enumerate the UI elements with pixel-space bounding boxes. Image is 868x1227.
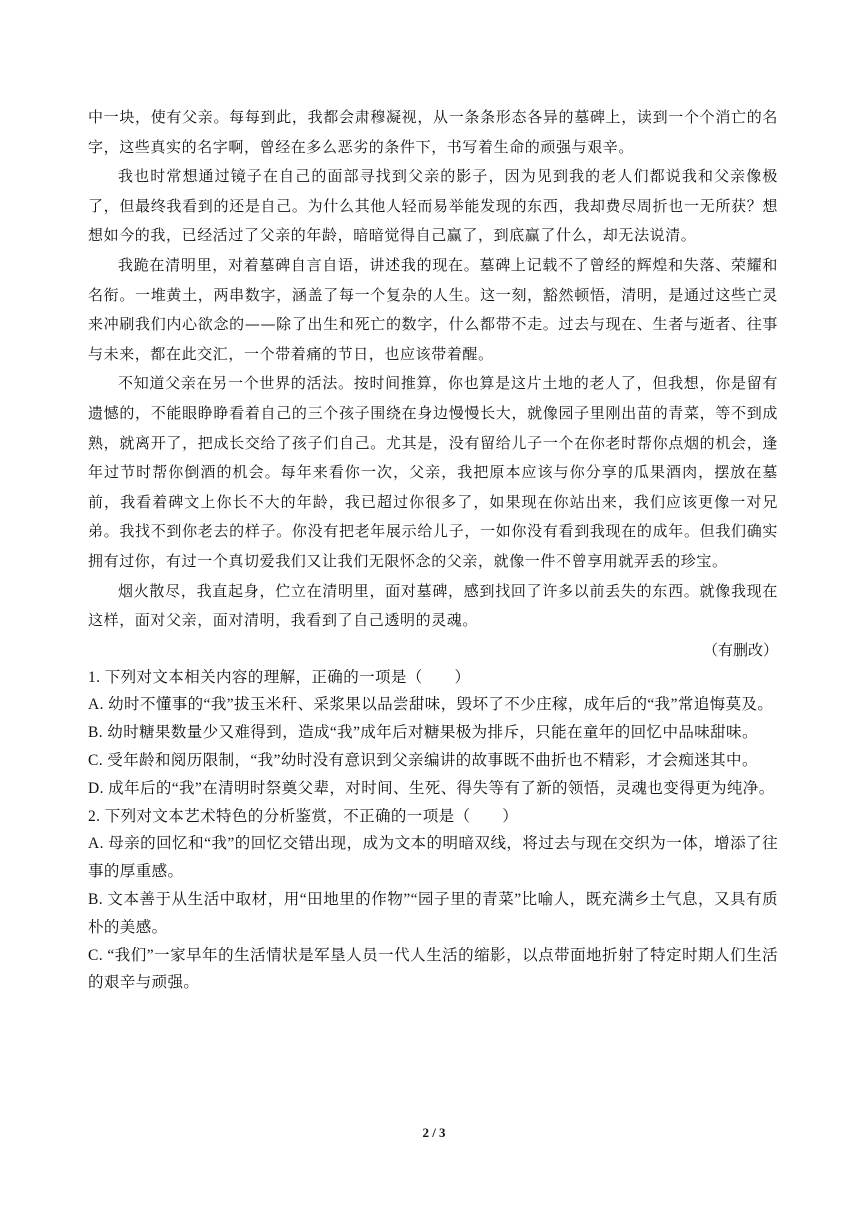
option-a: A. 幼时不懂事的“我”拔玉米秆、采浆果以品尝甜味，毁坏了不少庄稼，成年后的“我”常追悔莫及。 [88, 696, 774, 714]
page-content [88, 103, 778, 997]
passage-paragraph: 烟火散尽，我直起身，伫立在清明里，面对墓碑，感到找回了许多以前丢失的东西。就像我现在这样，面对父亲，面对清明，我看到了自己透明的灵魂。 [88, 581, 778, 630]
option-a: A. 母亲的回忆和“我”的回忆交错出现，成为文本的明暗双线，将过去与现在交织为一体，增添了往事的厚重感。 [88, 835, 778, 881]
question-stem: 1. 下列对文本相关内容的理解，正确的一项是（ ） [88, 668, 471, 686]
option-b: B. 幼时糖果数量少又难得到，造成“我”成年后对糖果极为排斥，只能在童年的回忆中品味甜味。 [88, 724, 758, 742]
option-c: C. 受年龄和阅历限制，“我”幼时没有意识到父亲编讲的故事既不曲折也不精彩，才会痴迷其中。 [88, 752, 758, 770]
passage-paragraph: 我跪在清明里，对着墓碑自言自语，讲述我的现在。墓碑上记载不了曾经的辉煌和失落、荣耀和名衔。一堆黄土，两串数字，涵盖了每一个复杂的人生。这一刻，豁然顿悟，清明，是通过这些亡灵来冲刷我们内心欲念的——除了出生和死亡的数字，什么都带不走。过去与现在、生者与逝者、往事与未来，都在此交汇，一个带着痛的节日，也应该带着醒。 [88, 255, 778, 363]
edit-note: （有删改） [702, 640, 778, 659]
option-b: B. 文本善于从生活中取材，用“田地里的作物”“园子里的青菜”比喻人，既充满乡土气息，又具有质朴的美感。 [88, 891, 778, 936]
passage-paragraph: 中一块，使有父亲。每每到此，我都会肃穆凝视，从一条条形态各异的墓碑上，读到一个个消亡的名字，这些真实的名字啊，曾经在多么恶劣的条件下，书写着生命的顽强与艰辛。 [88, 108, 778, 156]
passage-paragraph: 我也时常想通过镜子在自己的面部寻找到父亲的影子，因为见到我的老人们都说我和父亲像极了，但最终我看到的还是自己。为什么其他人轻而易举能发现的东西，我却费尽周折也一无所获？想想如今的我，已经活过了父亲的年龄，暗暗觉得自己赢了，到底赢了什么，却无法说清。 [88, 167, 778, 245]
question-stem: 2. 下列对文本艺术特色的分析鉴赏，不正确的一项是（ ） [88, 807, 519, 825]
option-c: C. “我们”一家早年的生活情状是军垦人员一代人生活的缩影，以点带面地折射了特定时期人们生活的艰辛与顽强。 [88, 946, 778, 992]
page-number: 2 / 3 [422, 1125, 446, 1140]
option-d: D. 成年后的“我”在清明时祭奠父辈，对时间、生死、得失等有了新的领悟，灵魂也变得更为纯净。 [88, 779, 775, 797]
passage-paragraph: 不知道父亲在另一个世界的活法。按时间推算，你也算是这片土地的老人了，但我想，你是留有遗憾的，不能眼睁睁看着自己的三个孩子围绕在身边慢慢长大，就像园子里刚出苗的青菜，等不到成熟，就离开了，把成长交给了孩子们自己。尤其是，没有留给儿子一个在你老时帮你点烟的机会，逢年过节时帮你倒酒的机会。每年来看你一次，父亲，我把原本应该与你分享的瓜果酒肉，摆放在墓前，我看着碑文上你长不大的年龄，我已超过你很多了，如果现在你站出来，我们应该更像一对兄弟。我找不到你老去的样子。你没有把老年展示给儿子，一如你没有看到我现在的成年。但我们确实拥有过你，有过一个真切爱我们又让我们无限怀念的父亲，就像一件不曾享用就弄丢的珍宝。 [88, 374, 778, 570]
